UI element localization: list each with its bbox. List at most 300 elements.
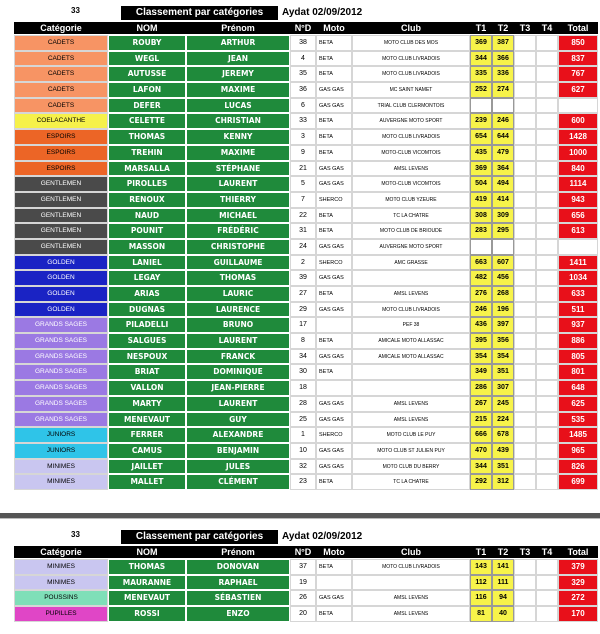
cell-moto: BETA xyxy=(316,208,352,224)
cell-cat: JUNIORS xyxy=(14,443,108,459)
cell-cat: GRANDS SAGES xyxy=(14,412,108,428)
cell-t2: 678 xyxy=(492,427,514,443)
cell-t2: 607 xyxy=(492,255,514,271)
cell-t2: 351 xyxy=(492,459,514,475)
cell-club: MOTO CLUB LIVRADOIS xyxy=(352,51,470,67)
cell-prenom: JEAN-PIERRE xyxy=(186,380,290,396)
cell-total: 1034 xyxy=(558,270,598,286)
cell-nd: 24 xyxy=(290,239,316,255)
table-header xyxy=(14,546,598,558)
header-t3: T3 xyxy=(514,22,536,34)
cell-t1 xyxy=(470,239,492,255)
cell-nom: CAMUS xyxy=(108,443,186,459)
cell-t2: 494 xyxy=(492,176,514,192)
cell-t1: 286 xyxy=(470,380,492,396)
cell-prenom: LUCAS xyxy=(186,98,290,114)
cell-moto: GAS GAS xyxy=(316,239,352,255)
table-row xyxy=(14,270,598,286)
cell-nom: DEFER xyxy=(108,98,186,114)
cell-cat: GOLDEN xyxy=(14,255,108,271)
table-row xyxy=(14,51,598,67)
cell-cat: JUNIORS xyxy=(14,427,108,443)
cell-club: AMSL LEVENS xyxy=(352,412,470,428)
cell-nom: THOMAS xyxy=(108,129,186,145)
cell-cat: GRANDS SAGES xyxy=(14,380,108,396)
cell-total: 943 xyxy=(558,192,598,208)
cell-t2: 309 xyxy=(492,208,514,224)
cell-total: 965 xyxy=(558,443,598,459)
cell-t4 xyxy=(536,333,558,349)
cell-prenom: MAXIME xyxy=(186,82,290,98)
table-row xyxy=(14,82,598,98)
cell-club: PEF 38 xyxy=(352,317,470,333)
cell-prenom: FRANCK xyxy=(186,349,290,365)
cell-club xyxy=(352,270,470,286)
cell-t2 xyxy=(492,239,514,255)
table-row xyxy=(14,239,598,255)
cell-t4 xyxy=(536,317,558,333)
cell-t4 xyxy=(536,559,558,575)
cell-t2 xyxy=(492,98,514,114)
cell-t3 xyxy=(514,396,536,412)
cell-t3 xyxy=(514,82,536,98)
cell-moto: BETA xyxy=(316,223,352,239)
cell-club: MOTO-CLUB VICOMTOIS xyxy=(352,176,470,192)
cell-nd: 39 xyxy=(290,270,316,286)
title-row xyxy=(14,530,598,544)
cell-cat: GENTLEMEN xyxy=(14,223,108,239)
header-t2: T2 xyxy=(492,546,514,558)
cell-moto: GAS GAS xyxy=(316,302,352,318)
cell-nd: 25 xyxy=(290,412,316,428)
cell-nd: 4 xyxy=(290,51,316,67)
cell-t4 xyxy=(536,223,558,239)
header-t4: T4 xyxy=(536,22,558,34)
cell-total: 600 xyxy=(558,113,598,129)
cell-total: 613 xyxy=(558,223,598,239)
cell-t3 xyxy=(514,35,536,51)
cell-t4 xyxy=(536,302,558,318)
cell-nd: 6 xyxy=(290,98,316,114)
cell-total: 850 xyxy=(558,35,598,51)
cell-nom: RENOUX xyxy=(108,192,186,208)
cell-moto: SHERCO xyxy=(316,255,352,271)
cell-t3 xyxy=(514,412,536,428)
cell-moto: BETA xyxy=(316,606,352,622)
cell-moto: BETA xyxy=(316,66,352,82)
title-row xyxy=(14,6,598,20)
table-row xyxy=(14,412,598,428)
cell-total: 886 xyxy=(558,333,598,349)
ranking-sheet-2 xyxy=(14,530,598,630)
cell-nom: PILADELLI xyxy=(108,317,186,333)
cell-nom: FERRER xyxy=(108,427,186,443)
cell-cat: COELACANTHE xyxy=(14,113,108,129)
cell-prenom: GUILLAUME xyxy=(186,255,290,271)
cell-moto: GAS GAS xyxy=(316,396,352,412)
cell-t2: 397 xyxy=(492,317,514,333)
cell-club: AMSL LEVENS xyxy=(352,161,470,177)
header-moto: Moto xyxy=(316,22,352,34)
cell-t1: 308 xyxy=(470,208,492,224)
cell-club: MOTO CLUB LIVRADOIS xyxy=(352,559,470,575)
table-row xyxy=(14,396,598,412)
header-club: Club xyxy=(352,546,470,558)
cell-cat: GRANDS SAGES xyxy=(14,349,108,365)
cell-moto: GAS GAS xyxy=(316,270,352,286)
cell-cat: GOLDEN xyxy=(14,270,108,286)
cell-total: 1000 xyxy=(558,145,598,161)
cell-t1: 666 xyxy=(470,427,492,443)
ranking-table-body xyxy=(14,559,598,622)
cell-cat: ESPOIRS xyxy=(14,129,108,145)
cell-cat: ESPOIRS xyxy=(14,161,108,177)
cell-prenom: GUY xyxy=(186,412,290,428)
cell-t1: 246 xyxy=(470,302,492,318)
cell-total xyxy=(558,239,598,255)
cell-t2: 456 xyxy=(492,270,514,286)
cell-cat: CADETS xyxy=(14,35,108,51)
cell-t2: 644 xyxy=(492,129,514,145)
cell-nd: 38 xyxy=(290,35,316,51)
cell-t1: 112 xyxy=(470,575,492,591)
cell-t3 xyxy=(514,575,536,591)
cell-prenom: LAURIC xyxy=(186,286,290,302)
cell-moto: SHERCO xyxy=(316,192,352,208)
cell-t3 xyxy=(514,427,536,443)
cell-total: 1485 xyxy=(558,427,598,443)
cell-cat: GRANDS SAGES xyxy=(14,333,108,349)
cell-cat: CADETS xyxy=(14,66,108,82)
cell-cat: MINIMES xyxy=(14,575,108,591)
cell-nom: SALGUES xyxy=(108,333,186,349)
table-row xyxy=(14,559,598,575)
cell-total: 627 xyxy=(558,82,598,98)
cell-nd: 29 xyxy=(290,302,316,318)
cell-t3 xyxy=(514,474,536,490)
cell-cat: ESPOIRS xyxy=(14,145,108,161)
cell-prenom: MICHAEL xyxy=(186,208,290,224)
cell-t4 xyxy=(536,208,558,224)
cell-club: MC SAINT NAMET xyxy=(352,82,470,98)
cell-moto: GAS GAS xyxy=(316,82,352,98)
cell-t2: 295 xyxy=(492,223,514,239)
cell-cat: GENTLEMEN xyxy=(14,239,108,255)
cell-t4 xyxy=(536,66,558,82)
cell-t2: 224 xyxy=(492,412,514,428)
table-row xyxy=(14,286,598,302)
table-row xyxy=(14,575,598,591)
cell-club: MOTO CLUB DU BERRY xyxy=(352,459,470,475)
cell-total: 625 xyxy=(558,396,598,412)
cell-total: 826 xyxy=(558,459,598,475)
cell-t4 xyxy=(536,98,558,114)
cell-moto: BETA xyxy=(316,286,352,302)
cell-moto: BETA xyxy=(316,364,352,380)
cell-t3 xyxy=(514,317,536,333)
cell-moto: BETA xyxy=(316,145,352,161)
cell-nom: MENEVAUT xyxy=(108,412,186,428)
cell-t1: 663 xyxy=(470,255,492,271)
cell-club: AMSL LEVENS xyxy=(352,590,470,606)
cell-t3 xyxy=(514,380,536,396)
cell-nd: 26 xyxy=(290,590,316,606)
cell-club: AMC GRASSE xyxy=(352,255,470,271)
cell-nom: LEGAY xyxy=(108,270,186,286)
cell-t4 xyxy=(536,443,558,459)
cell-prenom: CLÉMENT xyxy=(186,474,290,490)
cell-nd: 23 xyxy=(290,474,316,490)
cell-nom: ARIAS xyxy=(108,286,186,302)
cell-nd: 34 xyxy=(290,349,316,365)
cell-nd: 21 xyxy=(290,161,316,177)
cell-moto: BETA xyxy=(316,51,352,67)
cell-nom: LAFON xyxy=(108,82,186,98)
cell-t4 xyxy=(536,82,558,98)
cell-total: 329 xyxy=(558,575,598,591)
cell-t2: 356 xyxy=(492,333,514,349)
cell-nd: 2 xyxy=(290,255,316,271)
cell-nom: ROUBY xyxy=(108,35,186,51)
table-row xyxy=(14,364,598,380)
cell-t4 xyxy=(536,606,558,622)
cell-moto: BETA xyxy=(316,129,352,145)
cell-nd: 37 xyxy=(290,559,316,575)
cell-moto: GAS GAS xyxy=(316,459,352,475)
cell-nd: 19 xyxy=(290,575,316,591)
cell-t4 xyxy=(536,412,558,428)
cell-moto: GAS GAS xyxy=(316,176,352,192)
cell-t1: 436 xyxy=(470,317,492,333)
cell-t2: 268 xyxy=(492,286,514,302)
cell-t3 xyxy=(514,239,536,255)
cell-t4 xyxy=(536,255,558,271)
cell-nd: 10 xyxy=(290,443,316,459)
cell-cat: MINIMES xyxy=(14,559,108,575)
cell-prenom: JULES xyxy=(186,459,290,475)
cell-nom: ROSSI xyxy=(108,606,186,622)
cell-total: 379 xyxy=(558,559,598,575)
cell-t3 xyxy=(514,364,536,380)
cell-cat: PUPILLES xyxy=(14,606,108,622)
cell-nom: MENEVAUT xyxy=(108,590,186,606)
table-header xyxy=(14,22,598,34)
cell-cat: MINIMES xyxy=(14,459,108,475)
ranking-sheet-1 xyxy=(14,6,598,506)
cell-nom: LANIEL xyxy=(108,255,186,271)
cell-nom: POUNIT xyxy=(108,223,186,239)
cell-t1: 435 xyxy=(470,145,492,161)
cell-t4 xyxy=(536,51,558,67)
cell-total: 837 xyxy=(558,51,598,67)
cell-moto: BETA xyxy=(316,559,352,575)
cell-club: AUVERGNE MOTO SPORT xyxy=(352,239,470,255)
table-row xyxy=(14,443,598,459)
cell-moto: SHERCO xyxy=(316,427,352,443)
cell-club: AUVERGNE MOTO SPORT xyxy=(352,113,470,129)
cell-t1 xyxy=(470,98,492,114)
cell-total xyxy=(558,98,598,114)
cell-prenom: BENJAMIN xyxy=(186,443,290,459)
cell-t1: 504 xyxy=(470,176,492,192)
cell-nd: 7 xyxy=(290,192,316,208)
cell-prenom: LAURENT xyxy=(186,176,290,192)
cell-total: 648 xyxy=(558,380,598,396)
cell-t2: 245 xyxy=(492,396,514,412)
cell-nd: 30 xyxy=(290,364,316,380)
cell-cat: GENTLEMEN xyxy=(14,176,108,192)
cell-club: MOTO CLUB YZEURE xyxy=(352,192,470,208)
table-row xyxy=(14,606,598,622)
cell-total: 805 xyxy=(558,349,598,365)
cell-nd: 32 xyxy=(290,459,316,475)
cell-t4 xyxy=(536,380,558,396)
cell-t1: 335 xyxy=(470,66,492,82)
cell-nom: PIROLLES xyxy=(108,176,186,192)
cell-t1: 344 xyxy=(470,51,492,67)
cell-t2: 354 xyxy=(492,349,514,365)
cell-t1: 354 xyxy=(470,349,492,365)
header-moto: Moto xyxy=(316,546,352,558)
cell-t1: 81 xyxy=(470,606,492,622)
cell-cat: GENTLEMEN xyxy=(14,208,108,224)
cell-nom: NESPOUX xyxy=(108,349,186,365)
cell-club: MOTO CLUB LIVRADOIS xyxy=(352,302,470,318)
cell-prenom: DONOVAN xyxy=(186,559,290,575)
cell-t3 xyxy=(514,192,536,208)
cell-t3 xyxy=(514,113,536,129)
cell-t4 xyxy=(536,129,558,145)
cell-t3 xyxy=(514,208,536,224)
cell-t1: 283 xyxy=(470,223,492,239)
cell-t1: 395 xyxy=(470,333,492,349)
cell-nom: AUTUSSE xyxy=(108,66,186,82)
header-t4: T4 xyxy=(536,546,558,558)
cell-t2: 246 xyxy=(492,113,514,129)
cell-nd: 5 xyxy=(290,176,316,192)
cell-moto: GAS GAS xyxy=(316,161,352,177)
header-categorie: Catégorie xyxy=(14,22,108,34)
header-total: Total xyxy=(558,546,598,558)
ranking-table-body xyxy=(14,35,598,490)
cell-club: MOTO CLUB ST JULIEN PUY xyxy=(352,443,470,459)
table-row xyxy=(14,302,598,318)
cell-t1: 276 xyxy=(470,286,492,302)
page-number: 33 xyxy=(71,530,80,539)
table-row xyxy=(14,255,598,271)
cell-t2: 274 xyxy=(492,82,514,98)
cell-nom: MAURANNE xyxy=(108,575,186,591)
cell-t1: 349 xyxy=(470,364,492,380)
cell-moto: GAS GAS xyxy=(316,349,352,365)
header-nom: NOM xyxy=(108,22,186,34)
cell-t4 xyxy=(536,113,558,129)
cell-t4 xyxy=(536,349,558,365)
cell-club xyxy=(352,364,470,380)
cell-nom: BRIAT xyxy=(108,364,186,380)
cell-total: 535 xyxy=(558,412,598,428)
cell-t2: 414 xyxy=(492,192,514,208)
cell-t2: 94 xyxy=(492,590,514,606)
cell-prenom: STÉPHANE xyxy=(186,161,290,177)
cell-prenom: LAURENT xyxy=(186,396,290,412)
cell-cat: GRANDS SAGES xyxy=(14,396,108,412)
cell-cat: POUSSINS xyxy=(14,590,108,606)
cell-cat: CADETS xyxy=(14,98,108,114)
cell-t4 xyxy=(536,270,558,286)
cell-total: 1428 xyxy=(558,129,598,145)
cell-t3 xyxy=(514,590,536,606)
cell-moto: BETA xyxy=(316,333,352,349)
cell-nom: CELETTE xyxy=(108,113,186,129)
cell-nom: NAUD xyxy=(108,208,186,224)
cell-t1: 419 xyxy=(470,192,492,208)
cell-nd: 33 xyxy=(290,113,316,129)
cell-t3 xyxy=(514,66,536,82)
cell-prenom: THOMAS xyxy=(186,270,290,286)
cell-moto: GAS GAS xyxy=(316,590,352,606)
cell-t4 xyxy=(536,575,558,591)
cell-t3 xyxy=(514,606,536,622)
cell-nom: WEGL xyxy=(108,51,186,67)
cell-nd: 35 xyxy=(290,66,316,82)
cell-cat: GENTLEMEN xyxy=(14,192,108,208)
header-prenom: Prénom xyxy=(186,546,290,558)
cell-t1: 470 xyxy=(470,443,492,459)
cell-moto: GAS GAS xyxy=(316,412,352,428)
cell-total: 272 xyxy=(558,590,598,606)
header-t1: T1 xyxy=(470,22,492,34)
table-row xyxy=(14,98,598,114)
cell-t4 xyxy=(536,176,558,192)
cell-t4 xyxy=(536,161,558,177)
cell-t3 xyxy=(514,443,536,459)
cell-nd: 3 xyxy=(290,129,316,145)
cell-t3 xyxy=(514,302,536,318)
cell-t4 xyxy=(536,474,558,490)
cell-total: 767 xyxy=(558,66,598,82)
cell-moto xyxy=(316,575,352,591)
cell-t3 xyxy=(514,51,536,67)
cell-t4 xyxy=(536,286,558,302)
cell-club: AMSL LEVENS xyxy=(352,286,470,302)
header-t2: T2 xyxy=(492,22,514,34)
table-row xyxy=(14,176,598,192)
cell-prenom: KENNY xyxy=(186,129,290,145)
cell-nd: 18 xyxy=(290,380,316,396)
page-separator-line xyxy=(0,518,600,519)
cell-t4 xyxy=(536,459,558,475)
cell-prenom: LAURENCE xyxy=(186,302,290,318)
cell-prenom: DOMINIQUE xyxy=(186,364,290,380)
cell-t4 xyxy=(536,427,558,443)
cell-club: MOTO CLUB DE BRIOUDE xyxy=(352,223,470,239)
cell-club: AMICALE MOTO ALLASSAC xyxy=(352,333,470,349)
table-row xyxy=(14,223,598,239)
cell-prenom: FRÉDÉRIC xyxy=(186,223,290,239)
cell-nd: 31 xyxy=(290,223,316,239)
cell-nd: 1 xyxy=(290,427,316,443)
event-date: Aydat 02/09/2012 xyxy=(282,7,363,18)
cell-total: 937 xyxy=(558,317,598,333)
header-prenom: Prénom xyxy=(186,22,290,34)
cell-t3 xyxy=(514,286,536,302)
cell-cat: GRANDS SAGES xyxy=(14,317,108,333)
table-row xyxy=(14,161,598,177)
header-t1: T1 xyxy=(470,546,492,558)
cell-nom: VALLON xyxy=(108,380,186,396)
cell-total: 656 xyxy=(558,208,598,224)
